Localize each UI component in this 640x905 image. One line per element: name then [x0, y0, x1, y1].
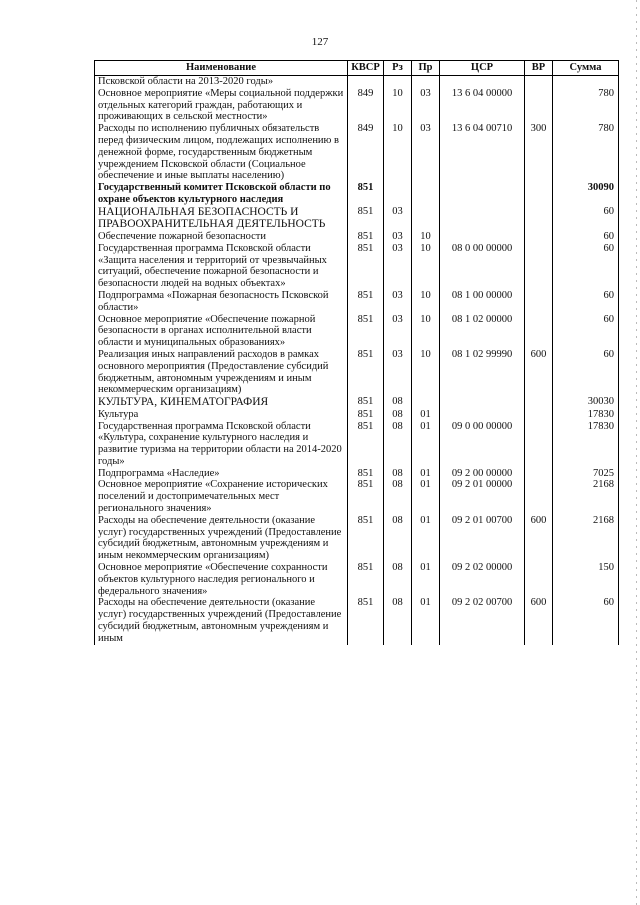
cell-kvsr: 851 [348, 206, 384, 231]
cell-vr [525, 468, 553, 480]
cell-csr: 09 2 02 00700 [440, 597, 525, 644]
cell-name: Государственная программа Псковской области «Защита населения и территорий от чрезвычайных ситуаций, обеспечение пожарной безопасности и безопасности людей на водных объектах» [95, 243, 348, 290]
cell-name: КУЛЬТУРА, КИНЕМАТОГРАФИЯ [95, 396, 348, 409]
cell-vr [525, 314, 553, 349]
cell-sum: 17830 [553, 421, 619, 468]
cell-name: Расходы по исполнению публичных обязательств перед физическим лицом, подлежащих исполнению в денежной форме, государственным бюджетным учреждением Псковской области (Социальное обеспечение и иные выплаты населению) [95, 123, 348, 182]
cell-kvsr: 851 [348, 396, 384, 409]
cell-pr: 10 [412, 314, 440, 349]
cell-kvsr: 851 [348, 349, 384, 396]
table-row [95, 421, 619, 468]
table-row [95, 409, 619, 421]
cell-csr [440, 206, 525, 231]
cell-name: Государственная программа Псковской области «Культура, сохранение культурного наследия и развитие туризма на территории области на 2014-2020 годы» [95, 421, 348, 468]
cell-csr: 08 1 00 00000 [440, 290, 525, 314]
cell-kvsr: 851 [348, 515, 384, 562]
page-number: 127 [311, 36, 329, 48]
cell-sum: 60 [553, 231, 619, 243]
cell-sum: 7025 [553, 468, 619, 480]
cell-vr [525, 290, 553, 314]
cell-pr: 01 [412, 515, 440, 562]
cell-rz: 10 [384, 88, 412, 123]
cell-sum: 780 [553, 123, 619, 182]
cell-pr: 10 [412, 243, 440, 290]
cell-rz: 08 [384, 468, 412, 480]
cell-vr: 300 [525, 123, 553, 182]
cell-rz: 10 [384, 123, 412, 182]
cell-pr: 01 [412, 597, 440, 644]
cell-pr: 10 [412, 290, 440, 314]
cell-csr [440, 396, 525, 409]
table-body [95, 76, 619, 645]
cell-name: Расходы на обеспечение деятельности (оказание услуг) государственных учреждений (Предоставление субсидий бюджетным, автономным учреждениям и иным [95, 597, 348, 644]
cell-vr [525, 231, 553, 243]
cell-kvsr: 851 [348, 562, 384, 597]
cell-csr: 13 6 04 00000 [440, 88, 525, 123]
cell-kvsr: 851 [348, 314, 384, 349]
cell-sum: 2168 [553, 479, 619, 514]
cell-kvsr: 851 [348, 468, 384, 480]
header-csr: ЦСР [440, 61, 525, 76]
cell-pr: 03 [412, 123, 440, 182]
header-sum: Сумма [553, 61, 619, 76]
cell-sum: 60 [553, 349, 619, 396]
cell-pr [412, 76, 440, 88]
cell-rz: 03 [384, 206, 412, 231]
cell-name: Обеспечение пожарной безопасности [95, 231, 348, 243]
cell-csr [440, 231, 525, 243]
cell-vr [525, 396, 553, 409]
cell-sum: 150 [553, 562, 619, 597]
cell-vr: 600 [525, 349, 553, 396]
cell-kvsr: 851 [348, 231, 384, 243]
cell-name: Культура [95, 409, 348, 421]
table-header [95, 61, 619, 76]
cell-csr: 09 2 01 00700 [440, 515, 525, 562]
cell-sum: 60 [553, 597, 619, 644]
cell-kvsr: 851 [348, 409, 384, 421]
table-row [95, 123, 619, 182]
cell-csr: 08 1 02 99990 [440, 349, 525, 396]
header-kvsr: КВСР [348, 61, 384, 76]
cell-name: Расходы на обеспечение деятельности (оказание услуг) государственных учреждений (Предоставление субсидий бюджетным, автономным учреждениям и иным некоммерческим организациям) [95, 515, 348, 562]
cell-name: НАЦИОНАЛЬНАЯ БЕЗОПАСНОСТЬ И ПРАВООХРАНИТЕЛЬНАЯ ДЕЯТЕЛЬНОСТЬ [95, 206, 348, 231]
cell-pr [412, 182, 440, 206]
cell-rz: 08 [384, 515, 412, 562]
cell-vr [525, 182, 553, 206]
cell-sum: 30090 [553, 182, 619, 206]
cell-sum: 60 [553, 314, 619, 349]
cell-csr: 13 6 04 00710 [440, 123, 525, 182]
cell-csr: 09 2 01 00000 [440, 479, 525, 514]
cell-csr [440, 76, 525, 88]
cell-kvsr [348, 76, 384, 88]
cell-name: Подпрограмма «Наследие» [95, 468, 348, 480]
cell-rz: 08 [384, 421, 412, 468]
cell-csr [440, 409, 525, 421]
table-row [95, 231, 619, 243]
cell-rz: 03 [384, 243, 412, 290]
cell-pr: 10 [412, 231, 440, 243]
table-row [95, 396, 619, 409]
header-vr: ВР [525, 61, 553, 76]
cell-rz [384, 76, 412, 88]
cell-csr: 08 1 02 00000 [440, 314, 525, 349]
table-row [95, 88, 619, 123]
cell-pr: 01 [412, 479, 440, 514]
cell-sum: 30030 [553, 396, 619, 409]
cell-pr: 03 [412, 88, 440, 123]
cell-name: Подпрограмма «Пожарная безопасность Псковской области» [95, 290, 348, 314]
scan-edge-marks [636, 0, 637, 905]
table-row [95, 468, 619, 480]
table-row [95, 182, 619, 206]
cell-kvsr: 851 [348, 597, 384, 644]
cell-rz: 03 [384, 290, 412, 314]
cell-sum: 60 [553, 290, 619, 314]
cell-sum [553, 76, 619, 88]
cell-kvsr: 851 [348, 421, 384, 468]
header-name: Наименование [95, 61, 348, 76]
cell-vr [525, 76, 553, 88]
table-row [95, 290, 619, 314]
cell-rz: 08 [384, 479, 412, 514]
cell-pr: 01 [412, 468, 440, 480]
cell-pr: 10 [412, 349, 440, 396]
cell-name: Основное мероприятие «Сохранение исторических поселений и достопримечательных мест регионального значения» [95, 479, 348, 514]
table-row [95, 76, 619, 88]
table-row [95, 206, 619, 231]
cell-vr [525, 562, 553, 597]
cell-rz: 03 [384, 349, 412, 396]
table-row [95, 597, 619, 644]
table-row [95, 479, 619, 514]
cell-pr: 01 [412, 409, 440, 421]
cell-kvsr: 851 [348, 182, 384, 206]
cell-csr: 09 2 02 00000 [440, 562, 525, 597]
cell-kvsr: 851 [348, 290, 384, 314]
cell-name: Основное мероприятие «Обеспечение пожарной безопасности в органах исполнительной власти области и муниципальных образованиях» [95, 314, 348, 349]
cell-csr: 08 0 00 00000 [440, 243, 525, 290]
cell-csr [440, 182, 525, 206]
table-row [95, 243, 619, 290]
cell-kvsr: 851 [348, 479, 384, 514]
cell-rz: 08 [384, 597, 412, 644]
cell-vr [525, 479, 553, 514]
cell-rz: 08 [384, 409, 412, 421]
cell-name: Государственный комитет Псковской области по охране объектов культурного наследия [95, 182, 348, 206]
cell-vr [525, 243, 553, 290]
cell-sum: 2168 [553, 515, 619, 562]
cell-rz: 03 [384, 231, 412, 243]
header-pr: Пр [412, 61, 440, 76]
cell-sum: 17830 [553, 409, 619, 421]
cell-csr: 09 2 00 00000 [440, 468, 525, 480]
cell-kvsr: 849 [348, 123, 384, 182]
cell-vr [525, 206, 553, 231]
cell-vr [525, 409, 553, 421]
cell-name: Основное мероприятие «Меры социальной поддержки отдельных категорий граждан, работающих и проживающих в сельской местности» [95, 88, 348, 123]
table-row [95, 314, 619, 349]
cell-pr: 01 [412, 421, 440, 468]
header-rz: Рз [384, 61, 412, 76]
cell-sum: 60 [553, 243, 619, 290]
budget-table [94, 60, 619, 645]
cell-vr [525, 88, 553, 123]
cell-vr: 600 [525, 597, 553, 644]
cell-kvsr: 849 [348, 88, 384, 123]
table-row [95, 515, 619, 562]
cell-sum: 780 [553, 88, 619, 123]
cell-name: Реализация иных направлений расходов в рамках основного мероприятия (Предоставление субсидий бюджетным, автономным учреждениям и иным некоммерческим организациям) [95, 349, 348, 396]
cell-csr: 09 0 00 00000 [440, 421, 525, 468]
table-row [95, 349, 619, 396]
cell-pr [412, 206, 440, 231]
cell-vr [525, 421, 553, 468]
cell-rz: 03 [384, 314, 412, 349]
cell-rz: 08 [384, 396, 412, 409]
cell-name: Основное мероприятие «Обеспечение сохранности объектов культурного наследия регионального и федерального значения» [95, 562, 348, 597]
cell-name: Псковской области на 2013-2020 годы» [95, 76, 348, 88]
cell-sum: 60 [553, 206, 619, 231]
table-row [95, 562, 619, 597]
cell-vr: 600 [525, 515, 553, 562]
cell-pr: 01 [412, 562, 440, 597]
cell-pr [412, 396, 440, 409]
cell-rz: 08 [384, 562, 412, 597]
cell-rz [384, 182, 412, 206]
cell-kvsr: 851 [348, 243, 384, 290]
